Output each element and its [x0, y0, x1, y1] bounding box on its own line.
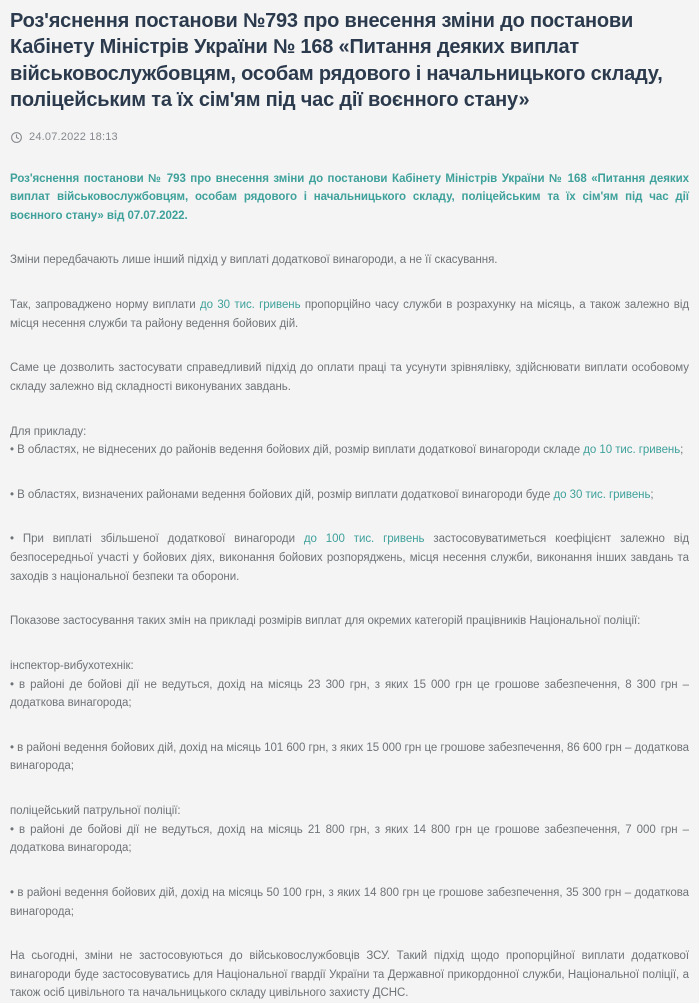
paragraph-line: [10, 739, 689, 776]
paragraph-line: [10, 947, 689, 1003]
publish-date: 24.07.2022 18:13: [29, 131, 118, 144]
paragraph: [10, 739, 689, 776]
paragraph-line: [10, 486, 689, 505]
text-segment: • в районі де бойові дії не ведуться, дохід на місяць 21 800 грн, з яких 14 800 грн це грошове забезпечення, 7 000 грн – додаткова винагорода;: [10, 823, 689, 855]
text-segment: • в районі де бойові дії не ведуться, дохід на місяць 23 300 грн, з яких 15 000 грн це грошове забезпечення, 8 300 грн – додаткова винагорода;: [10, 678, 689, 710]
paragraph: [10, 359, 689, 396]
article-body: [10, 170, 689, 1003]
paragraph-line: [10, 821, 689, 858]
paragraph-line: [10, 170, 689, 226]
paragraph-line: [10, 802, 689, 821]
article-title: Роз'яснення постанови №793 про внесення зміни до постанови Кабінету Міністрів України № 168 «Питання деяких виплат військовослужбовцям, особам рядового і начальницького складу, поліцейським та їх сім'ям під час дії воєнного стану»: [10, 10, 663, 112]
paragraph: [10, 296, 689, 333]
clock-icon: [10, 131, 23, 144]
text-segment: інспектор-вибухотехнік:: [10, 659, 134, 672]
paragraph: [10, 486, 689, 505]
highlight-segment: до 10 тис. гривень: [583, 444, 681, 457]
paragraph-line: [10, 423, 689, 442]
paragraph: [10, 612, 689, 631]
highlight-segment: Роз'яснення постанови № 793 про внесення зміни до постанови Кабінету Міністрів України № 168 «Питання деяких виплат військовослужбовцям, особам рядового і начальницького складу, поліцейським та їх сім'ям під час дії воєнного стану» від 07.07.2022.: [10, 172, 689, 222]
highlight-segment: до 30 тис. гривень: [553, 488, 651, 501]
text-segment: Зміни передбачають лише інший підхід у виплаті додаткової винагороди, а не її скасування.: [10, 254, 498, 267]
text-segment: Саме це дозволить застосувати справедливий підхід до оплати праці та усунути зрівнялівку, здійснювати виплати особовому складу залежно від складності виконуваних завдань.: [10, 362, 689, 393]
paragraph-line: [10, 612, 689, 631]
paragraph-line: [10, 657, 689, 676]
text-segment: застосовуватиметься коефіцієнт залежно від безпосередньої участі у бойових діях, виконання бойових розпоряджень, місця несення служби, виконання інших завдань та заходів з національної безпеки та оборони.: [10, 533, 689, 583]
paragraph: [10, 657, 689, 713]
text-segment: На сьогодні, зміни не застосовуються до військовослужбовців ЗСУ. Такий підхід щодо пропорційної виплати додаткової винагороди буде застосовуватись для Національної гвардії України та Державної прикордонної служби, Національної поліції, а також осіб цивільного та начальницького складу цивільного захисту ДСНС.: [10, 950, 689, 1000]
paragraph: [10, 423, 689, 460]
text-segment: • в районі ведення бойових дій, дохід на місяць 101 600 грн, з яких 15 000 грн це грошове забезпечення, 86 600 грн – додаткова винагорода;: [10, 741, 689, 773]
text-segment: Для прикладу:: [10, 425, 87, 438]
text-segment: • При виплаті збільшеної додаткової винагороди: [10, 533, 304, 546]
paragraph-line: [10, 884, 689, 921]
text-segment: пропорційно часу служби в розрахунку на місяць, а також залежно від місця несення служби та району ведення бойових дій.: [10, 299, 689, 330]
text-segment: ;: [680, 444, 684, 457]
paragraph: [10, 170, 689, 226]
paragraph: [10, 530, 689, 586]
text-segment: Показове застосування таких змін на прикладі розмірів виплат для окремих категорій працівників Національної поліції:: [10, 615, 641, 628]
text-segment: Так, запроваджено норму виплати: [10, 299, 200, 312]
text-segment: • в районі ведення бойових дій, дохід на місяць 50 100 грн, з яких 14 800 грн це грошове забезпечення, 35 300 грн – додаткова винагорода;: [10, 886, 689, 918]
highlight-segment: до 30 тис. гривень: [199, 299, 301, 312]
highlight-segment: до 100 тис. гривень: [303, 533, 425, 546]
paragraph-line: [10, 530, 689, 586]
paragraph-line: [10, 676, 689, 713]
paragraph: [10, 884, 689, 921]
paragraph-line: [10, 296, 689, 333]
text-segment: ;: [650, 488, 654, 501]
paragraph: [10, 251, 689, 270]
text-segment: • В областях, визначених районами ведення бойових дій, розмір виплати додаткової винагороди буде: [10, 488, 554, 501]
text-segment: • В областях, не віднесених до районів ведення бойових дій, розмір виплати додаткової винагороди складе: [10, 444, 584, 457]
publish-date-row: [10, 131, 689, 144]
paragraph-line: [10, 359, 689, 396]
paragraph: [10, 802, 689, 858]
paragraph-line: [10, 251, 689, 270]
text-segment: поліцейський патрульної поліції:: [10, 805, 181, 818]
paragraph: [10, 947, 689, 1003]
paragraph-line: [10, 441, 689, 460]
